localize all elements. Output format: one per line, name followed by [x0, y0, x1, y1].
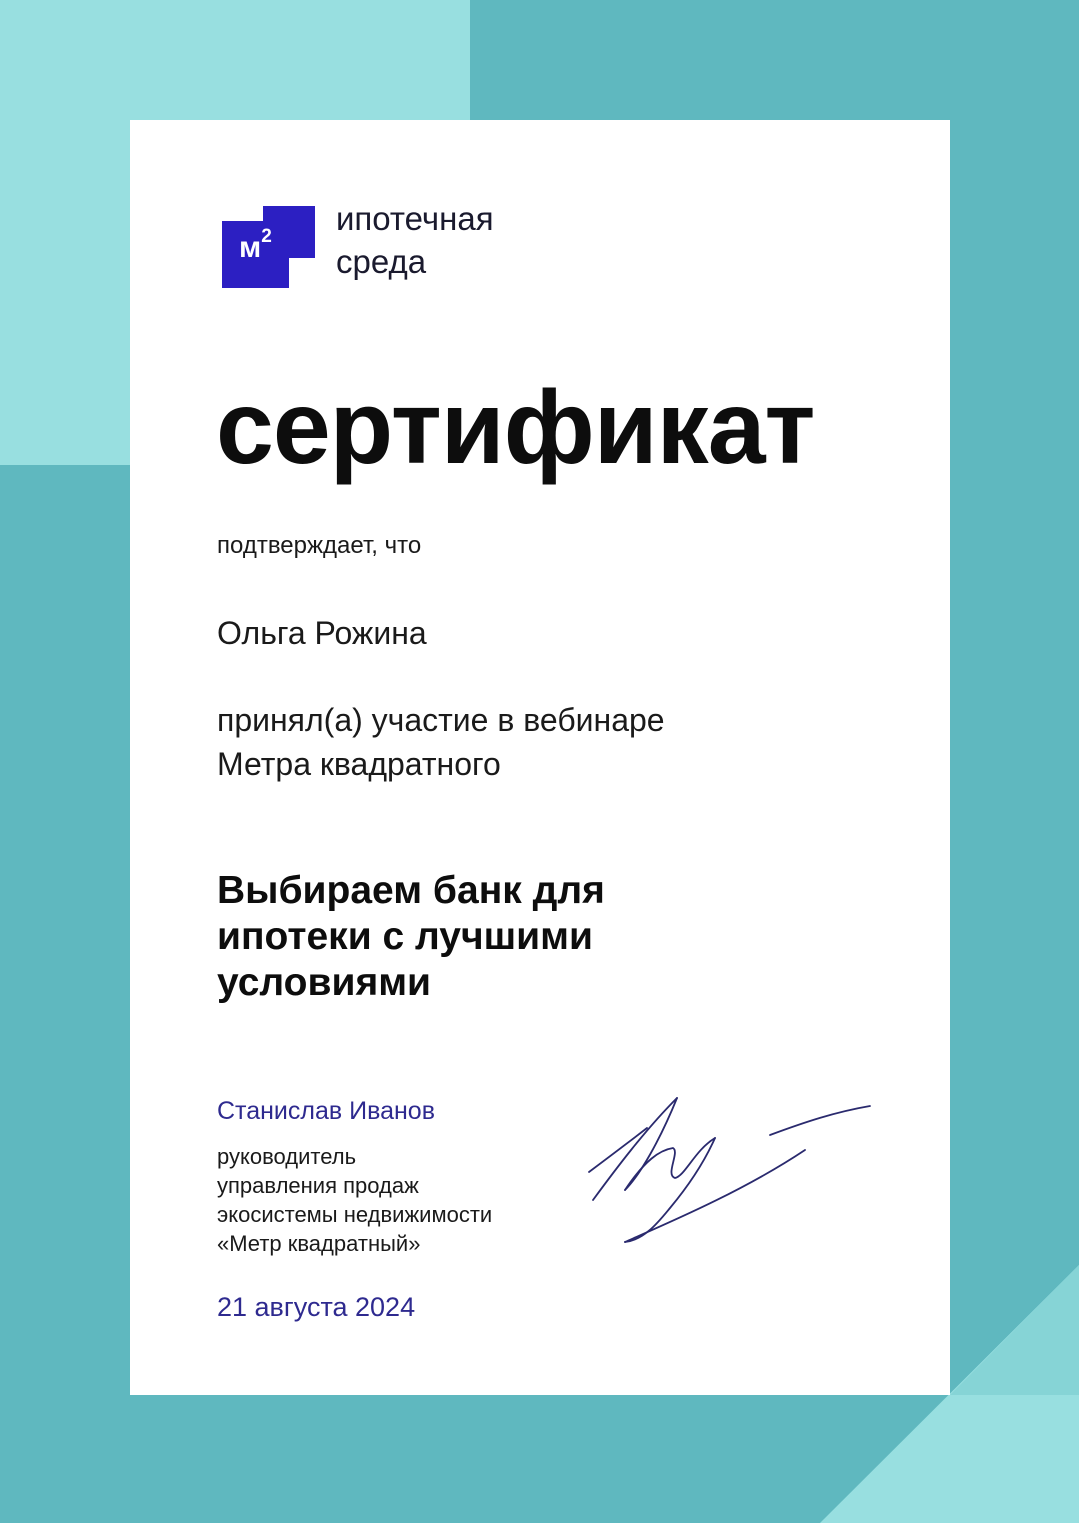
logo-mark-text: $м^2$ — [239, 226, 272, 264]
participation-text — [217, 698, 837, 786]
participation-line-2: Метра квадратного — [217, 746, 501, 782]
logo-wordmark — [336, 197, 494, 283]
signer-name: Станислав Иванов — [217, 1097, 435, 1125]
signer-position-line-4: «Метр квадратный» — [217, 1231, 421, 1256]
webinar-title-line-2: ипотеки с лучшими — [217, 915, 593, 958]
webinar-title-line-3: условиями — [217, 961, 432, 1004]
webinar-title-line-1: Выбираем банк для — [217, 869, 605, 912]
signer-position-line-2: управления продаж — [217, 1173, 419, 1198]
certificate-card — [130, 120, 950, 1395]
logo-line-2: среда — [336, 243, 427, 280]
signer-position-line-3: экосистемы недвижимости — [217, 1202, 493, 1227]
certificate-date: 21 августа 2024 — [217, 1292, 416, 1322]
participation-line-1: принял(а) участие в вебинаре — [217, 702, 665, 738]
m2-logo-mark — [222, 203, 318, 289]
handwritten-signature — [585, 1090, 885, 1250]
webinar-title — [217, 868, 737, 1006]
brand-logo — [222, 200, 562, 293]
logo-line-1: ипотечная — [336, 200, 494, 237]
signer-position-line-1: руководитель — [217, 1144, 357, 1169]
certificate-title: сертификат — [216, 370, 815, 486]
confirms-text: подтверждает, что — [217, 532, 422, 559]
recipient-name: Ольга Рожина — [217, 615, 427, 651]
signer-position — [217, 1142, 597, 1258]
